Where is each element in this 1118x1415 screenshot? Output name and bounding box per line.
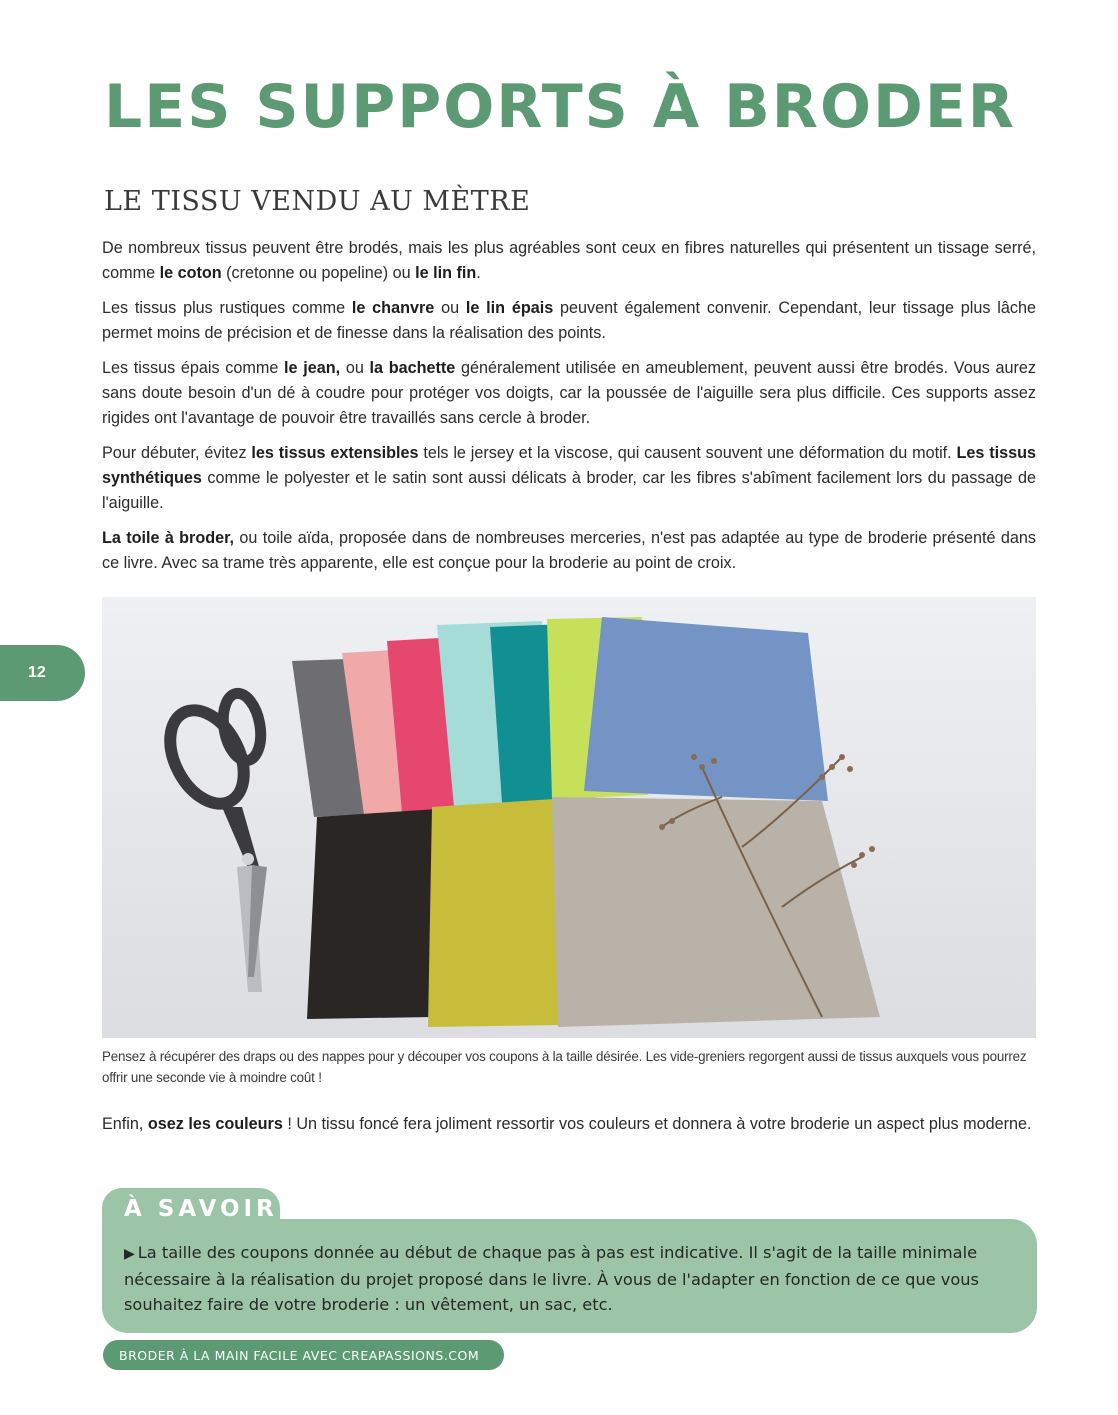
paragraph-jean: Les tissus épais comme le jean, ou la bachette généralement utilisée en ameublement, peuvent aussi être brodés. Vous aurez sans doute besoin d'un dé à coudre pour protéger vos doigts, car la poussée de l'aiguille sera plus difficile. Ces supports assez rigides ont l'avantage de pouvoir être travaillés sans cercle à broder. — [102, 359, 1036, 427]
page-number-tab — [0, 645, 85, 701]
footer-text: BRODER À LA MAIN FACILE AVEC CREAPASSIONS.COM — [119, 1347, 480, 1363]
section-subtitle: LE TISSU VENDU AU MÈTRE — [104, 186, 531, 217]
closing-paragraph: Enfin, osez les couleurs ! Un tissu foncé fera joliment ressortir vos couleurs et donnera à votre broderie un aspect plus moderne. — [102, 1115, 1032, 1133]
play-arrow-icon: ▶ — [124, 1246, 135, 1262]
paragraph-coton: De nombreux tissus peuvent être brodés, mais les plus agréables sont ceux en fibres naturelles qui présentent un tissage serré, comme le coton (cretonne ou popeline) ou le lin fin. — [102, 239, 1036, 282]
paragraph-extensibles: Pour débuter, évitez les tissus extensibles tels le jersey et la viscose, qui causent souvent une déformation du motif. Les tissus synthétiques comme le polyester et le satin sont aussi délicats à broder, car les fibres s'abîment facilement lors du passage de l'aiguille. — [102, 444, 1036, 512]
savoir-label: À SAVOIR — [124, 1196, 278, 1222]
paragraph-toile-a-broder: La toile à broder, ou toile aïda, proposée dans de nombreuses merceries, n'est pas adaptée au type de broderie présenté dans ce livre. Avec sa trame très apparente, elle est conçue pour la broderie au point de croix. — [102, 529, 1036, 572]
fabric-photo — [102, 597, 1036, 1038]
photo-caption: Pensez à récupérer des draps ou des nappes pour y découper vos coupons à la taille désirée. Les vide-greniers regorgent aussi de tissus auxquels vous pourrez offrir une seconde vie à moindre coût ! — [102, 1049, 1027, 1085]
page-title: LES SUPPORTS À BRODER — [104, 72, 1016, 142]
fabric-photo-illustration — [102, 597, 1036, 1038]
body-text — [102, 236, 1036, 586]
savoir-text: ▶ La taille des coupons donnée au début de chaque pas à pas est indicative. Il s'agit de la taille minimale nécessaire à la réalisation du projet proposé dans le livre. À vous de l'adapter en fonction de ce que vous souhaitez faire de votre broderie : un vêtement, un sac, etc. — [124, 1243, 979, 1314]
page-number: 12 — [28, 664, 46, 681]
footer-banner — [103, 1340, 504, 1370]
paragraph-chanvre: Les tissus plus rustiques comme le chanvre ou le lin épais peuvent également convenir. Cependant, leur tissage plus lâche permet moins de précision et de finesse dans la réalisation des points. — [102, 299, 1036, 342]
